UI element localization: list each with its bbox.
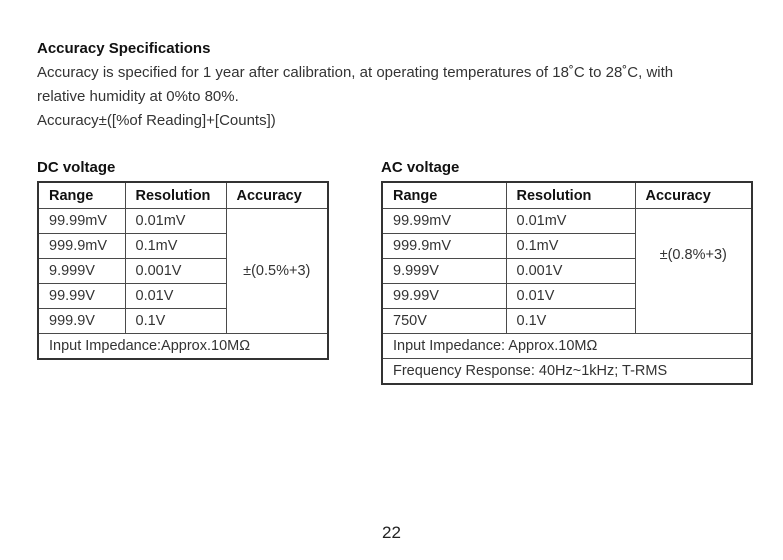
resolution-cell: 0.001V	[125, 259, 226, 284]
accuracy-header: Accuracy	[226, 182, 328, 209]
resolution-header: Resolution	[506, 182, 635, 209]
input-impedance-note: Input Impedance: Approx.10MΩ	[382, 334, 752, 359]
range-cell: 9.999V	[382, 259, 506, 284]
resolution-cell: 0.1mV	[506, 234, 635, 259]
table-row	[38, 209, 328, 234]
input-impedance-note: Input Impedance:Approx.10MΩ	[38, 334, 328, 360]
frequency-response-note: Frequency Response: 40Hz~1kHz; T-RMS	[382, 359, 752, 385]
resolution-header: Resolution	[125, 182, 226, 209]
table-footnote-row	[382, 334, 752, 359]
table-row	[382, 209, 752, 234]
accuracy-cell: ±(0.8%+3)	[635, 209, 752, 334]
resolution-cell: 0.01mV	[125, 209, 226, 234]
accuracy-header: Accuracy	[635, 182, 752, 209]
range-header: Range	[382, 182, 506, 209]
range-cell: 99.99mV	[382, 209, 506, 234]
page-number: 22	[382, 523, 401, 542]
resolution-cell: 0.01mV	[506, 209, 635, 234]
range-cell: 99.99mV	[38, 209, 125, 234]
resolution-cell: 0.01V	[125, 284, 226, 309]
table-header-row	[38, 182, 328, 209]
resolution-cell: 0.001V	[506, 259, 635, 284]
ac-voltage-title: AC voltage	[381, 159, 460, 176]
dc-voltage-table	[37, 181, 329, 360]
intro-line-1: Accuracy is specified for 1 year after calibration, at operating temperatures of 18˚C to 28˚C, with	[37, 64, 674, 81]
section-heading: Accuracy Specifications	[37, 40, 211, 57]
resolution-cell: 0.1V	[125, 309, 226, 334]
resolution-cell: 0.01V	[506, 284, 635, 309]
intro-line-2: relative humidity at 0%to 80%.	[37, 88, 239, 105]
range-cell: 999.9V	[38, 309, 125, 334]
range-cell: 999.9mV	[38, 234, 125, 259]
range-cell: 9.999V	[38, 259, 125, 284]
range-cell: 999.9mV	[382, 234, 506, 259]
dc-voltage-title: DC voltage	[37, 159, 116, 176]
table-header-row	[382, 182, 752, 209]
accuracy-cell: ±(0.5%+3)	[226, 209, 328, 334]
table-footnote-row	[38, 334, 328, 360]
resolution-cell: 0.1V	[506, 309, 635, 334]
range-cell: 99.99V	[38, 284, 125, 309]
ac-voltage-table	[381, 181, 753, 385]
resolution-cell: 0.1mV	[125, 234, 226, 259]
range-header: Range	[38, 182, 125, 209]
range-cell: 99.99V	[382, 284, 506, 309]
table-footnote-row	[382, 359, 752, 385]
intro-line-3: Accuracy±([%of Reading]+[Counts])	[37, 112, 276, 129]
range-cell: 750V	[382, 309, 506, 334]
